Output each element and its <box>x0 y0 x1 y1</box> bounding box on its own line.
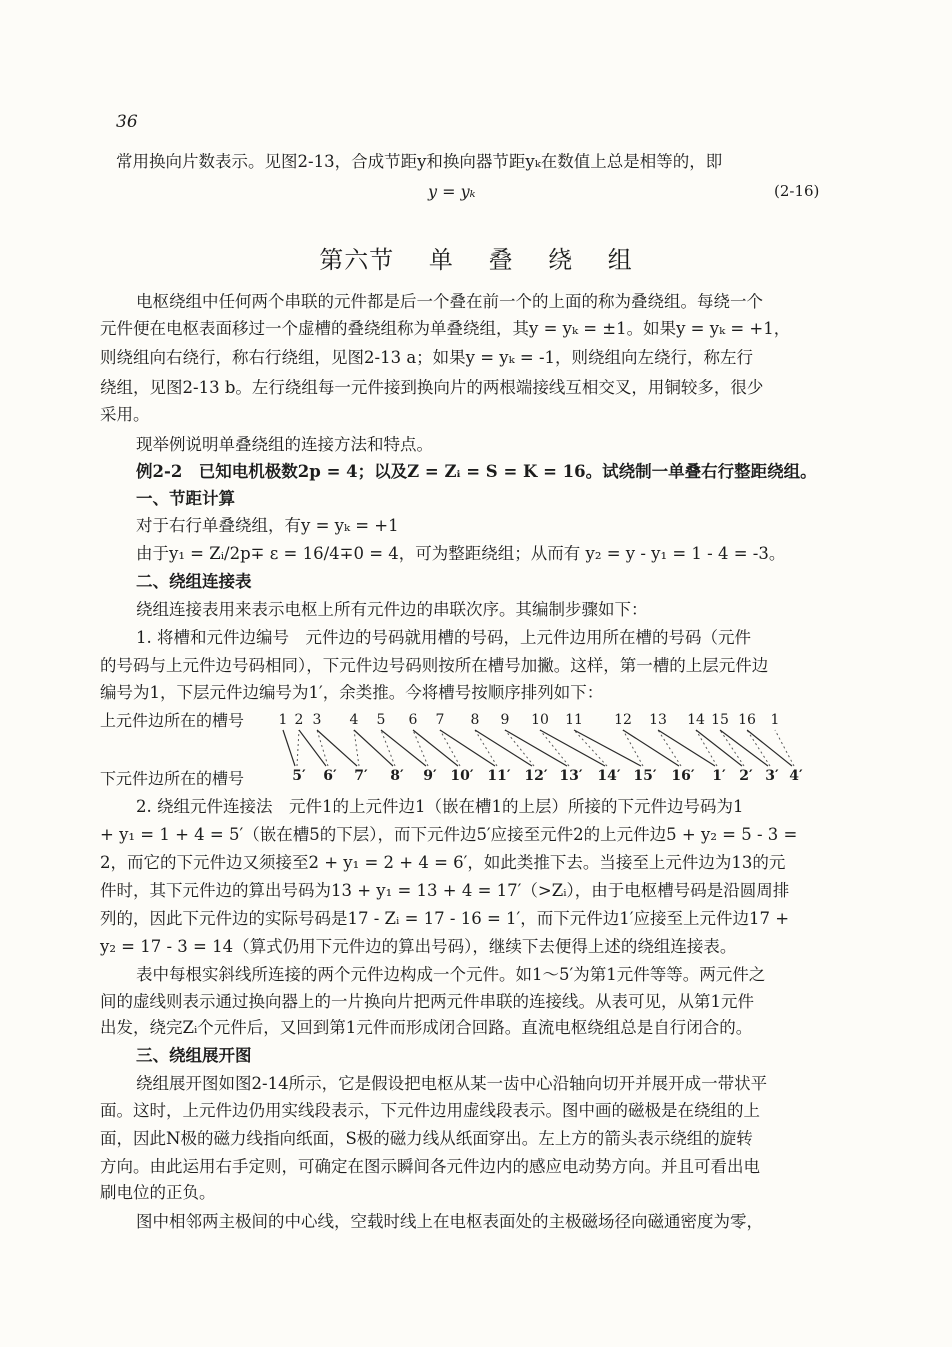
lower-slot-number: 3′ <box>765 768 779 784</box>
upper-slot-number: 6 <box>408 712 418 728</box>
lower-slot-number: 7′ <box>354 768 368 784</box>
page-number: 36 <box>116 112 138 132</box>
commutator-dashed-line <box>720 730 744 766</box>
paragraph-line: 编号为1，下层元件边编号为1′，余类推。今将槽号按顺序排列如下： <box>100 683 604 702</box>
lower-slot-number: 1′ <box>712 768 726 784</box>
element-solid-line <box>505 730 567 766</box>
subheading: 三、绕组展开图 <box>136 1046 252 1065</box>
commutator-dashed-line <box>540 730 569 766</box>
paragraph-line: 2，而它的下元件边又须接至2 + y₁ = 2 + 4 = 6′，如此类推下去。当接至上元件边为13的元 <box>100 853 786 872</box>
lower-slot-number: 8′ <box>390 768 404 784</box>
lower-slot-number: 6′ <box>323 768 337 784</box>
paragraph-line: 面。这时，上元件边仍用实线段表示，下元件边用虚线段表示。图中画的磁极是在绕组的上 <box>100 1101 760 1120</box>
commutator-dashed-line <box>297 730 299 766</box>
paragraph-line: 图中相邻两主极间的中心线，空载时线上在电枢表面处的主极磁场径向磁通密度为零， <box>136 1212 763 1231</box>
element-solid-line <box>696 730 742 766</box>
paragraph-line: 元件便在电枢表面移过一个虚槽的叠绕组称为单叠绕组，其y = yₖ = ±1。如果y = yₖ = +1， <box>100 319 791 338</box>
element-solid-line <box>747 730 792 766</box>
paragraph-line: 采用。 <box>100 405 150 424</box>
commutator-dashed-line <box>574 730 607 766</box>
section-title: 第六节 单 叠 绕 组 <box>319 246 633 274</box>
upper-slot-number: 13 <box>649 712 667 728</box>
connection-diagram <box>100 708 840 788</box>
example-line: 例2-2 已知电机极数2p = 4；以及Z = Zᵢ = S = K = 16。试绕制一单叠右行整距绕组。 <box>136 462 817 481</box>
commutator-dashed-line <box>623 730 643 766</box>
paragraph-line: 现举例说明单叠绕组的连接方法和特点。 <box>136 435 433 454</box>
element-solid-line <box>317 730 357 766</box>
paragraph-line: 表中每根实斜线所连接的两个元件边构成一个元件。如1～5′为第1元件等等。两元件之 <box>136 965 766 984</box>
lower-slot-number: 9′ <box>423 768 437 784</box>
lower-slot-number: 11′ <box>487 768 511 784</box>
upper-slot-number: 5 <box>376 712 386 728</box>
paragraph-line: 由于y₁ = Zᵢ/2p∓ ε = 16/4∓0 = 4，可为整距绕组；从而有 y₂ = y - y₁ = 1 - 4 = -3。 <box>136 544 786 563</box>
upper-slot-number: 15 <box>711 712 729 728</box>
paragraph-line: 列的，因此下元件边的实际号码是17 - Zᵢ = 17 - 16 = 1′，而下元件边1′应接至上元件边17 + <box>100 909 790 928</box>
equation-number: (2-16) <box>774 182 820 200</box>
upper-slot-number: 8 <box>470 712 480 728</box>
paragraph-line: + y₁ = 1 + 4 = 5′（嵌在槽5的下层），而下元件边5′应接至元件2的上元件边5 + y₂ = 5 - 3 = <box>100 825 798 844</box>
element-solid-line <box>299 730 326 766</box>
winding-connection-table <box>100 708 840 788</box>
commutator-dashed-line <box>440 730 460 766</box>
subheading: 一、节距计算 <box>136 489 235 508</box>
lower-slot-number: 13′ <box>559 768 583 784</box>
lower-slot-number: 4′ <box>789 768 803 784</box>
paragraph-line: 方向。由此运用右手定则，可确定在图示瞬间各元件边内的感应电动势方向。并且可看出电 <box>100 1157 760 1176</box>
paragraph-line: 刷电位的正负。 <box>100 1183 216 1202</box>
lower-slot-number: 15′ <box>633 768 657 784</box>
upper-slot-number: 7 <box>435 712 445 728</box>
paragraph-line: 2. 绕组元件连接法 元件1的上元件边1（嵌在槽1的上层）所接的下元件边号码为1 <box>136 797 744 816</box>
upper-slot-number: 14 <box>687 712 705 728</box>
upper-slot-number: 3 <box>312 712 322 728</box>
lower-slot-number: 12′ <box>524 768 548 784</box>
upper-slot-number: 11 <box>565 712 583 728</box>
lower-slot-number: 14′ <box>597 768 621 784</box>
equation-row <box>0 182 952 206</box>
upper-slot-number: 4 <box>349 712 359 728</box>
paragraph-line: 绕组连接表用来表示电枢上所有元件边的串联次序。其编制步骤如下： <box>136 600 648 619</box>
upper-slot-number: 9 <box>500 712 510 728</box>
paragraph-line: 绕组展开图如图2-14所示，它是假设把电枢从某一齿中心沿轴向切开并展开成一带状平 <box>136 1074 768 1093</box>
lower-slot-number: 10′ <box>450 768 474 784</box>
upper-slot-number: 10 <box>531 712 549 728</box>
element-solid-line <box>540 730 605 766</box>
paragraph-line: 件时，其下元件边的算出号码为13 + y₁ = 13 + 4 = 17′（>Zᵢ），由于电枢槽号码是沿圆周排 <box>100 881 790 900</box>
element-solid-line <box>283 730 295 766</box>
lower-row-label: 下元件边所在的槽号 <box>100 769 245 788</box>
paragraph-line: y₂ = 17 - 3 = 14（算式仍用下元件边的算出号码），继续下去便得上述的绕组连接表。 <box>100 937 737 956</box>
upper-slot-number: 2 <box>294 712 304 728</box>
element-solid-line <box>440 730 495 766</box>
paragraph-line: 间的虚线则表示通过换向器上的一片换向片把两元件串联的连接线。从表可见，从第1元件 <box>100 992 754 1011</box>
lower-slot-number: 2′ <box>739 768 753 784</box>
lower-slot-number: 5′ <box>292 768 306 784</box>
upper-slot-number: 1 <box>770 712 780 728</box>
commutator-dashed-line <box>505 730 534 766</box>
upper-slot-number: 1 <box>278 712 288 728</box>
paragraph-line: 的号码与上元件边号码相同），下元件边号码则按所在槽号加撇。这样，第一槽的上层元件边 <box>100 656 769 675</box>
subheading: 二、绕组连接表 <box>136 572 252 591</box>
commutator-dashed-line <box>747 730 770 766</box>
upper-slot-number: 16 <box>738 712 756 728</box>
paragraph-line: 电枢绕组中任何两个串联的元件都是后一个叠在前一个的上面的称为叠绕组。每绕一个 <box>136 292 763 311</box>
element-solid-line <box>475 730 532 766</box>
text-line: 常用换向片数表示。见图2-13，合成节距y和换向器节距yₖ在数值上总是相等的，即 <box>116 152 723 171</box>
paragraph-line: 对于右行单叠绕组，有y = yₖ = +1 <box>136 516 399 535</box>
paragraph-line: 绕组，见图2-13 b。左行绕组每一元件接到换向片的两根端接线互相交叉，用铜较多，很少 <box>100 378 764 397</box>
paragraph-line: 出发，绕完Zᵢ个元件后，又回到第1元件而形成闭合回路。直流电枢绕组总是自行闭合的。 <box>100 1018 753 1037</box>
equation: y = yₖ <box>428 182 476 201</box>
paragraph-line: 面，因此N极的磁力线指向纸面，S极的磁力线从纸面穿出。左上方的箭头表示绕组的旋转 <box>100 1129 753 1148</box>
paragraph-line: 1. 将槽和元件边编号 元件边的号码就用槽的号码，上元件边用所在槽的号码（元件 <box>136 628 751 647</box>
commutator-dashed-line <box>354 730 359 766</box>
upper-slot-number: 12 <box>614 712 632 728</box>
paragraph-line: 则绕组向右绕行，称右行绕组，见图2-13 a；如果y = yₖ = -1，则绕组向左绕行，称左行 <box>100 348 754 367</box>
upper-row-label: 上元件边所在的槽号 <box>100 711 245 730</box>
element-solid-line <box>720 730 768 766</box>
lower-slot-number: 16′ <box>671 768 695 784</box>
